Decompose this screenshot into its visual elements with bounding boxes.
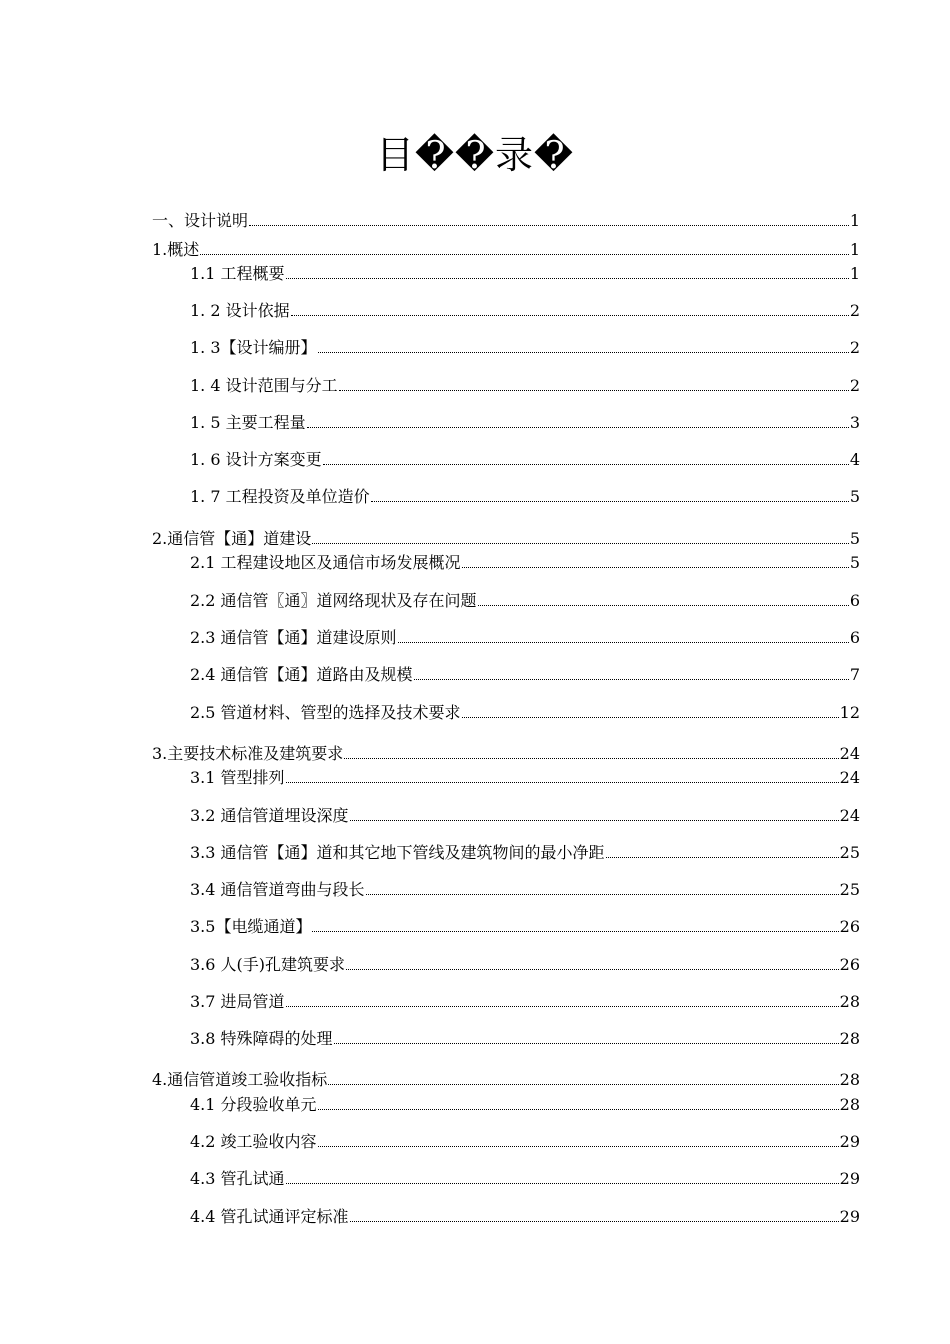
toc-entry-page: 2	[849, 338, 860, 357]
toc-entry[interactable]	[190, 805, 860, 827]
toc-dot-leader	[478, 605, 849, 606]
toc-dot-leader	[200, 254, 849, 255]
toc-entry-page: 26	[839, 917, 860, 936]
toc-entry-label: 3.5【电缆通道】	[190, 917, 312, 936]
toc-entry[interactable]	[190, 954, 860, 976]
toc-entry[interactable]	[190, 590, 860, 612]
toc-dot-leader	[606, 857, 839, 858]
toc-dot-leader	[291, 315, 849, 316]
toc-dot-leader	[249, 225, 849, 226]
toc-entry-label: 3.7 进局管道	[190, 992, 285, 1011]
toc-entry-label: 4.2 竣工验收内容	[190, 1132, 317, 1151]
toc-entry-label: 3.8 特殊障碍的处理	[190, 1029, 333, 1048]
toc-entry[interactable]	[190, 1206, 860, 1228]
toc-entry-label: 2.5 管道材料、管型的选择及技术要求	[190, 703, 461, 722]
toc-dot-leader	[350, 1221, 839, 1222]
toc-entry-label: 4.通信管道竣工验收指标	[152, 1070, 328, 1089]
toc-entry-label: 1. 3【设计编册】	[190, 338, 317, 357]
toc-dot-leader	[286, 1006, 839, 1007]
toc-entry-label: 3.3 通信管【通】道和其它地下管线及建筑物间的最小净距	[190, 843, 605, 862]
toc-entry[interactable]	[152, 1069, 860, 1091]
toc-dot-leader	[334, 1043, 839, 1044]
toc-entry-label: 2.4 通信管【通】道路由及规模	[190, 665, 413, 684]
toc-entry[interactable]	[190, 1094, 860, 1116]
toc-entry-page: 28	[839, 992, 860, 1011]
toc-entry-page: 24	[839, 744, 860, 763]
toc-entry-label: 2.通信管【通】道建设	[152, 529, 312, 548]
toc-entry-page: 28	[839, 1095, 860, 1114]
toc-entry[interactable]	[190, 879, 860, 901]
toc-dot-leader	[318, 1146, 839, 1147]
toc-entry-page: 4	[849, 450, 860, 469]
toc-dot-leader	[286, 782, 839, 783]
toc-dot-leader	[346, 969, 839, 970]
toc-dot-leader	[339, 390, 849, 391]
toc-entry-page: 6	[849, 628, 860, 647]
toc-entry[interactable]	[190, 1131, 860, 1153]
toc-entry-page: 29	[839, 1132, 860, 1151]
toc-dot-leader	[318, 352, 849, 353]
toc-entry-label: 4.4 管孔试通评定标准	[190, 1207, 349, 1226]
toc-dot-leader	[371, 501, 849, 502]
toc-entry-label: 1. 4 设计范围与分工	[190, 376, 338, 395]
toc-entry-page: 5	[849, 487, 860, 506]
toc-entry-page: 24	[839, 768, 860, 787]
toc-entry[interactable]	[152, 743, 860, 765]
toc-entry-label: 3.主要技术标准及建筑要求	[152, 744, 344, 763]
toc-dot-leader	[398, 642, 849, 643]
toc-dot-leader	[286, 1183, 839, 1184]
toc-entry-page: 29	[839, 1169, 860, 1188]
toc-entry[interactable]	[190, 767, 860, 789]
toc-entry-page: 29	[839, 1207, 860, 1226]
toc-entry-label: 一、设计说明	[152, 211, 249, 230]
toc-entry-label: 1. 6 设计方案变更	[190, 450, 322, 469]
toc-entry[interactable]	[190, 449, 860, 471]
toc-entry[interactable]	[190, 702, 860, 724]
toc-entry[interactable]	[190, 627, 860, 649]
toc-entry[interactable]	[190, 1028, 860, 1050]
toc-entry-label: 3.6 人(手)孔建筑要求	[190, 955, 346, 974]
toc-entry-label: 1. 5 主要工程量	[190, 413, 306, 432]
toc-entry-page: 7	[849, 665, 860, 684]
toc-entry-label: 1.1 工程概要	[190, 264, 285, 283]
toc-entry[interactable]	[190, 412, 860, 434]
toc-dot-leader	[286, 278, 849, 279]
toc-entry-label: 1.概述	[152, 240, 200, 259]
toc-entry-page: 5	[849, 529, 860, 548]
toc-dot-leader	[312, 931, 838, 932]
toc-entry-page: 25	[839, 880, 860, 899]
toc-dot-leader	[366, 894, 839, 895]
toc-dot-leader	[318, 1109, 839, 1110]
toc-dot-leader	[307, 427, 849, 428]
toc-entry[interactable]	[152, 210, 860, 232]
toc-entry-page: 1	[849, 240, 860, 259]
toc-entry-page: 2	[849, 301, 860, 320]
toc-entry-page: 28	[839, 1029, 860, 1048]
toc-entry[interactable]	[190, 375, 860, 397]
toc-entry-label: 4.3 管孔试通	[190, 1169, 285, 1188]
toc-dot-leader	[323, 464, 849, 465]
toc-entry[interactable]	[190, 300, 860, 322]
toc-entry[interactable]	[190, 263, 860, 285]
toc-entry-page: 12	[839, 703, 860, 722]
toc-dot-leader	[462, 567, 849, 568]
page-title: 目��录�	[376, 133, 574, 177]
toc-entry[interactable]	[190, 552, 860, 574]
toc-entry-label: 2.2 通信管〖通〗道网络现状及存在问题	[190, 591, 477, 610]
toc-dot-leader	[328, 1084, 838, 1085]
toc-dot-leader	[462, 717, 839, 718]
toc-entry-page: 2	[849, 376, 860, 395]
toc-entry-label: 1. 2 设计依据	[190, 301, 290, 320]
toc-entry-page: 26	[839, 955, 860, 974]
toc-entry-page: 1	[849, 211, 860, 230]
toc-entry[interactable]	[190, 916, 860, 938]
toc-entry[interactable]	[190, 991, 860, 1013]
toc-entry-label: 3.2 通信管道埋设深度	[190, 806, 349, 825]
toc-entry-page: 24	[839, 806, 860, 825]
toc-entry-label: 3.1 管型排列	[190, 768, 285, 787]
toc-entry[interactable]	[190, 842, 860, 864]
toc-entry-label: 3.4 通信管道弯曲与段长	[190, 880, 365, 899]
toc-dot-leader	[344, 758, 838, 759]
toc-dot-leader	[414, 679, 849, 680]
toc-entry-page: 28	[839, 1070, 860, 1089]
toc-dot-leader	[350, 820, 839, 821]
toc-entry-page: 6	[849, 591, 860, 610]
toc-entry-label: 1. 7 工程投资及单位造价	[190, 487, 370, 506]
toc-entry[interactable]	[152, 239, 860, 261]
toc-dot-leader	[312, 543, 849, 544]
toc-entry-label: 2.1 工程建设地区及通信市场发展概况	[190, 553, 461, 572]
toc-entry-page: 5	[849, 553, 860, 572]
toc-entry[interactable]	[190, 1168, 860, 1190]
toc-entry-page: 25	[839, 843, 860, 862]
toc-entry-page: 1	[849, 264, 860, 283]
toc-entry[interactable]	[190, 486, 860, 508]
toc-entry-label: 2.3 通信管【通】道建设原则	[190, 628, 397, 647]
toc-entry[interactable]	[190, 337, 860, 359]
toc-entry[interactable]	[152, 528, 860, 550]
toc-entry-label: 4.1 分段验收单元	[190, 1095, 317, 1114]
toc-entry-page: 3	[849, 413, 860, 432]
toc-entry[interactable]	[190, 664, 860, 686]
